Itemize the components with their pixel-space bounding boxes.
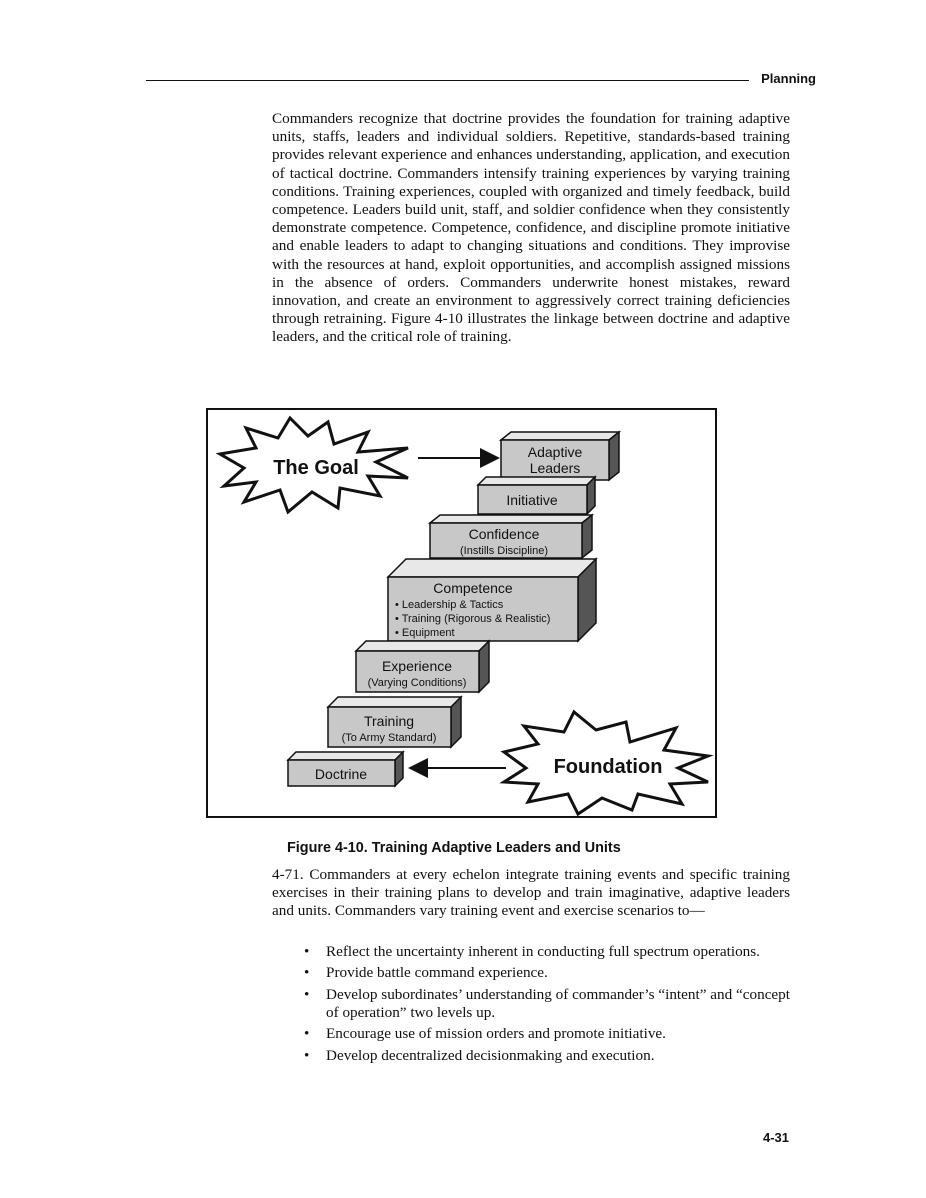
list-item [300,986,790,1022]
bullet-dot: • [304,1046,310,1064]
header-rule [146,80,749,81]
confidence-label: Confidence [468,526,540,542]
list-item [300,1025,790,1043]
figure-caption: Figure 4-10. Training Adaptive Leaders and Units [287,840,621,856]
training-label: Training [363,713,415,729]
bullet-list [300,943,790,1068]
list-item-text: Develop decentralized decisionmaking and execution. [326,1046,655,1064]
competence-item: • Training (Rigorous & Realistic) [395,613,551,625]
staircase-diagram [208,410,719,820]
list-item-text: Develop subordinates’ understanding of commander’s “intent” and “concept of operation” two levels up. [326,985,790,1021]
foundation-starburst [504,712,708,814]
goal-starburst [220,418,408,512]
experience-label: Experience [381,658,453,674]
paragraph-4-71: 4-71. Commanders at every echelon integrate training events and specific training exercises in their training plans to develop and train imaginative, adaptive leaders and units. Commanders vary training event and exercise scenarios to— [272,866,790,920]
doctrine-label: Doctrine [314,766,368,782]
competence-item: • Equipment [395,627,455,639]
list-item-text: Encourage use of mission orders and promote initiative. [326,1025,666,1043]
step-initiative [478,477,595,514]
competence-label: Competence [433,580,513,596]
adaptive-label-line1: Adaptive [527,444,583,460]
intro-paragraph: Commanders recognize that doctrine provides the foundation for training adaptive units, staffs, leaders and individual soldiers. Repetitive, standards-based training provides relevant experience and enhances understanding, application, and execution of tactical doctrine. Commanders intensify training experiences by varying training conditions. Training experiences, coupled with organized and timely feedback, build competence. Leaders build unit, staff, and soldier confidence when they consistently demonstrate competence. Competence, confidence, and discipline promote initiative and enable leaders to adapt to changing situations and conditions. They improvise with the resources at hand, exploit opportunities, and accomplish assigned missions in the absence of orders. Commanders underwrite honest mistakes, reward innovation, and create an environment to aggressively correct training deficiencies through retraining. Figure 4-10 illustrates the linkage between doctrine and adaptive leaders, and the critical role of training. [272,110,790,346]
confidence-sublabel: (Instills Discipline) [459,545,549,557]
goal-label: The Goal [273,457,359,479]
competence-item: • Leadership & Tactics [395,599,504,611]
bullet-dot: • [304,943,310,960]
bullet-dot: • [304,985,310,1003]
step-confidence [430,515,592,558]
training-sublabel: (To Army Standard) [341,732,437,744]
foundation-label: Foundation [553,756,663,778]
bullet-dot: • [304,964,310,982]
step-experience [356,641,489,692]
step-training [328,697,461,747]
experience-sublabel: (Varying Conditions) [367,677,467,689]
step-competence [388,559,596,641]
initiative-label: Initiative [506,492,558,508]
list-item [300,964,790,982]
adaptive-label-line2: Leaders [529,460,581,476]
list-item [300,943,790,961]
list-item-text: Reflect the uncertainty inherent in conducting full spectrum operations. [326,943,760,960]
figure-training-adaptive-leaders [206,408,717,818]
step-doctrine [288,752,403,786]
bullet-dot: • [304,1025,310,1043]
step-adaptive-leaders [501,432,619,480]
section-title: Planning [761,71,816,86]
list-item [300,1047,790,1065]
list-item-text: Provide battle command experience. [326,964,548,982]
page-number: 4-31 [762,1130,789,1145]
